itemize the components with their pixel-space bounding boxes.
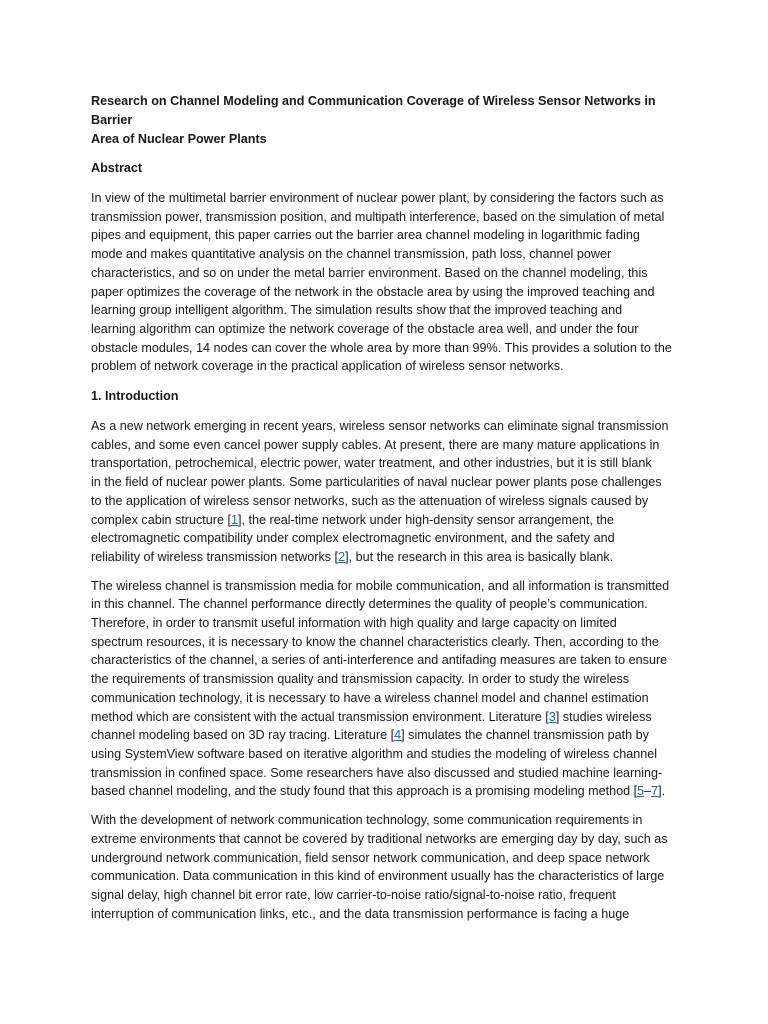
text-line: learning group intelligent algorithm. The simulation results show that the improved teaching and [91, 303, 623, 318]
citation-link-7[interactable]: 7 [651, 784, 659, 799]
text-span: reliability of wireless transmission networks [ [91, 549, 339, 564]
text-line [91, 782, 681, 801]
title-line: Area of Nuclear Power Plants [91, 132, 267, 146]
citation-range-dash: – [644, 784, 652, 799]
title-line: Research on Channel Modeling and Communication Coverage of Wireless Sensor Networks in Barrier [91, 94, 656, 127]
text-line: communication. Data communication in this kind of environment usually has the characteristics of large [91, 869, 665, 884]
text-line: cables, and some even cancel power supply cables. At present, there are many mature applications in [91, 437, 660, 452]
text-line: electromagnetic compatibility under complex electromagnetic environment, and the safety and [91, 531, 615, 546]
text-span: ], the real-time network under high-density sensor arrangement, the [238, 512, 614, 527]
text-span: ] studies wireless [555, 709, 652, 724]
text-line: using SystemView software based on iterative algorithm and studies the modeling of wireless channel [91, 746, 658, 761]
text-line: in this channel. The channel performance directly determines the quality of people’s communication. [91, 597, 648, 612]
text-span: ]. [658, 784, 666, 799]
article-body [91, 92, 681, 923]
citation-link-2[interactable]: 2 [338, 549, 346, 564]
text-line: learning algorithm can optimize the network coverage of the obstacle area well, and under the four [91, 321, 639, 336]
text-line: obstacle modules, 14 nodes can cover the whole area by more than 99%. This provides a solution to the [91, 340, 672, 355]
citation-link-4[interactable]: 4 [394, 728, 402, 743]
intro-paragraph-3 [91, 811, 681, 923]
text-line: to the application of wireless sensor networks, such as the attenuation of wireless signals caused by [91, 493, 649, 508]
text-line: the requirements of transmission quality and transmission capacity. In order to study the wireless [91, 672, 630, 687]
intro-paragraph-1 [91, 417, 681, 567]
text-span: based channel modeling, and the study found that this approach is a promising modeling method [ [91, 784, 638, 799]
text-line: In view of the multimetal barrier environment of nuclear power plant, by considering the factors such as [91, 191, 664, 205]
text-line: As a new network emerging in recent years, wireless sensor networks can eliminate signal transmission [91, 419, 669, 434]
text-line: signal delay, high channel bit error rate, low carrier-to-noise ratio/signal-to-noise ratio, frequent [91, 887, 616, 902]
text-line: underground network communication, field sensor network communication, and deep space network [91, 850, 650, 865]
text-span: complex cabin structure [ [91, 512, 231, 527]
text-line: mode and makes quantitative analysis on the channel transmission, path loss, channel power [91, 247, 612, 262]
text-span: channel modeling based on 3D ray tracing. Literature [ [91, 728, 395, 743]
text-line: interruption of communication links, etc., and the data transmission performance is facing a huge [91, 906, 630, 921]
text-line: communication technology, it is necessary to have a wireless channel model and channel estimation [91, 690, 649, 705]
text-line: in the field of nuclear power plants. Some particularities of naval nuclear power plants pose challenges [91, 475, 662, 490]
introduction-heading: 1. Introduction [91, 389, 179, 404]
citation-link-5[interactable]: 5 [637, 784, 645, 799]
text-line: Therefore, in order to transmit useful information with high quality and large capacity on limited [91, 616, 617, 631]
abstract-heading: Abstract [91, 161, 143, 175]
text-span: ], but the research in this area is basically blank. [345, 549, 614, 564]
abstract-paragraph [91, 189, 681, 376]
text-line [91, 548, 681, 567]
text-line: transmission in confined space. Some researchers have also discussed and studied machine learning- [91, 765, 663, 780]
text-line: extreme environments that cannot be covered by traditional networks are emerging day by day, such as [91, 831, 668, 846]
text-line: transportation, petrochemical, electric power, water treatment, and other industries, but it is still blank [91, 456, 652, 471]
citation-link-1[interactable]: 1 [231, 512, 239, 527]
text-line: characteristics of the channel, a series of anti-interference and antifading measures are taken to ensure [91, 653, 668, 668]
text-line [91, 726, 681, 745]
text-line: pipes and equipment, this paper carries out the barrier area channel modeling in logarithmic fading [91, 228, 640, 243]
text-line: characteristics, and so on under the metal barrier environment. Based on the channel modeling, this [91, 265, 648, 280]
paper-title [91, 92, 681, 149]
text-line [91, 708, 681, 727]
text-line: With the development of network communication technology, some communication requirements in [91, 813, 643, 828]
text-line: spectrum resources, it is necessary to know the channel characteristics clearly. Then, according to the [91, 634, 659, 649]
text-line [91, 511, 681, 530]
text-span: method which are consistent with the actual transmission environment. Literature [ [91, 709, 549, 724]
text-line: problem of network coverage in the practical application of wireless sensor networks. [91, 359, 564, 374]
text-span: ] simulates the channel transmission path by [401, 728, 649, 743]
text-line: transmission power, transmission position, and multipath interference, based on the simulation of metal [91, 209, 665, 224]
text-line: paper optimizes the coverage of the network in the obstacle area by using the improved teaching and [91, 284, 655, 299]
intro-paragraph-2 [91, 577, 681, 801]
citation-link-3[interactable]: 3 [548, 709, 556, 724]
text-line: The wireless channel is transmission media for mobile communication, and all information is transmitted [91, 578, 670, 593]
